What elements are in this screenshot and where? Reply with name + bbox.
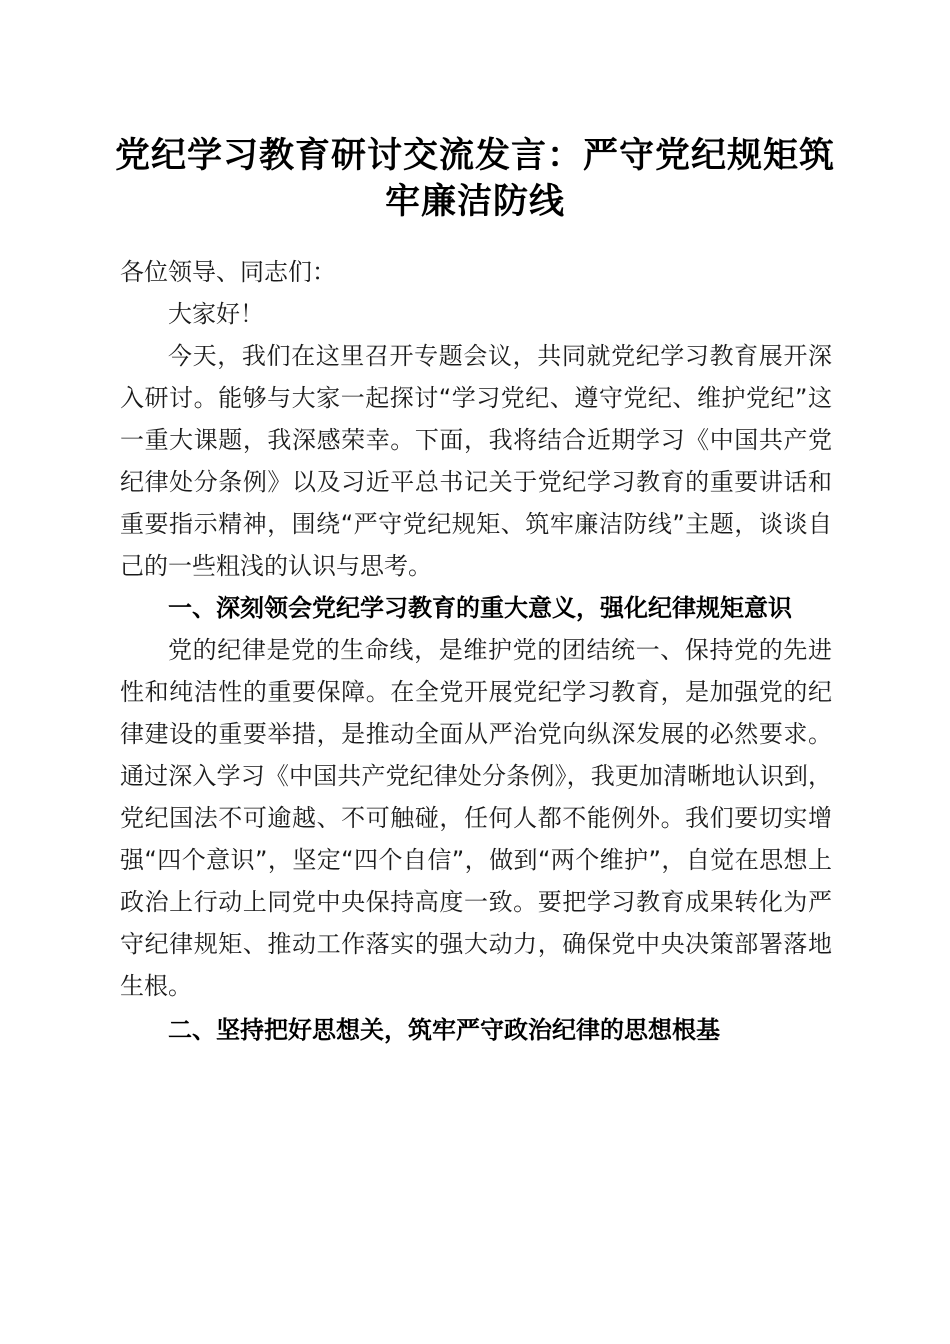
document-body	[120, 251, 832, 1051]
section-2-heading: 二、坚持把好思想关，筑牢严守政治纪律的思想根基	[168, 1016, 720, 1044]
intro-paragraph: 今天，我们在这里召开专题会议，共同就党纪学习教育展开深入研讨。能够与大家一起探讨“学习党纪、遵守党纪、维护党纪”这一重大课题，我深感荣幸。下面，我将结合近期学习《中国共产党纪律处分条例》以及习近平总书记关于党纪学习教育的重要讲话和重要指示精神，围绕“严守党纪规矩、筑牢廉洁防线”主题，谈谈自己的一些粗浅的认识与思考。	[120, 342, 832, 580]
salutation: 各位领导、同志们：	[120, 258, 336, 286]
document-title: 党纪学习教育研讨交流发言：严守党纪规矩筑牢廉洁防线	[114, 135, 835, 222]
section-1-heading: 一、深刻领会党纪学习教育的重大意义，强化纪律规矩意识	[168, 594, 792, 622]
greeting: 大家好！	[168, 300, 264, 328]
section-1-paragraph: 党的纪律是党的生命线，是维护党的团结统一、保持党的先进性和纯洁性的重要保障。在全党开展党纪学习教育，是加强党的纪律建设的重要举措，是推动全面从严治党向纵深发展的必然要求。通过深入学习《中国共产党纪律处分条例》，我更加清晰地认识到，党纪国法不可逾越、不可触碰，任何人都不能例外。我们要切实增强“四个意识”，坚定“四个自信”，做到“两个维护”，自觉在思想上政治上行动上同党中央保持高度一致。要把学习教育成果转化为严守纪律规矩、推动工作落实的强大动力，确保党中央决策部署落地生根。	[120, 636, 832, 1000]
